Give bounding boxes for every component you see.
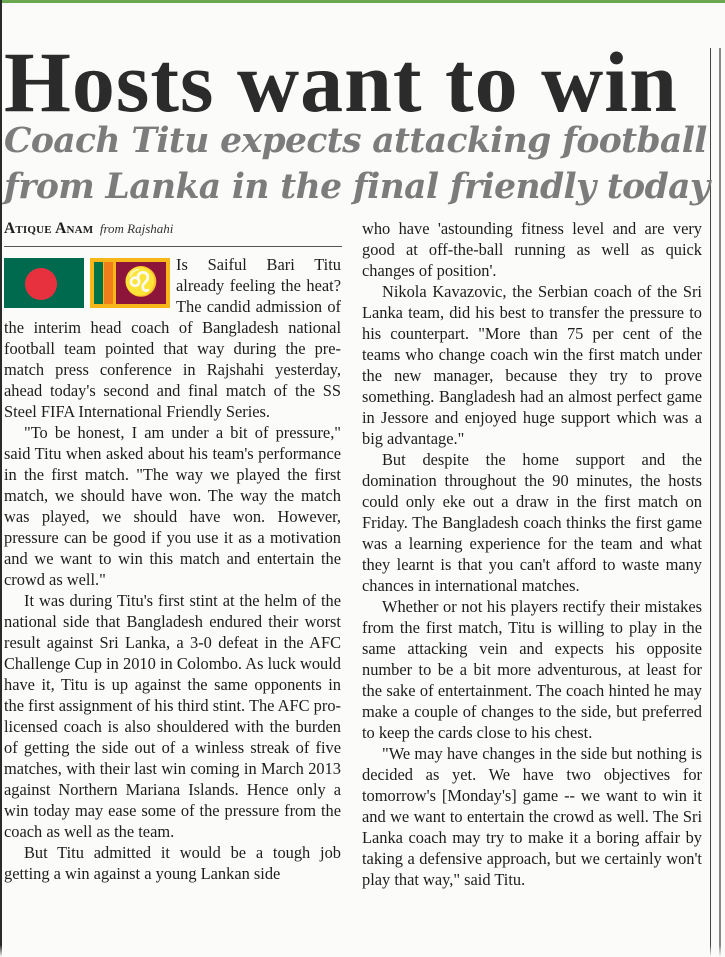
byline-author: Atique Anam [4, 220, 94, 237]
paragraph: Is Saiful Bari Titu already feeling the heat? The candid admission of the interim head coach of Bangladesh national football team pointed that way during the pre-match press conference in Rajshahi yesterday, ahead today's second and final match of the SS Steel FIFA International Friendly Series. [4, 255, 341, 421]
flags-image [4, 256, 170, 310]
paragraph: "To be honest, I am under a bit of pressure," said Titu when asked about his team's performance in the first match. "The way we played the first match, we should have won. The way the match was played, we should have won. However, pressure can be good if you use it as a motivation and we want to win this match and entertain the crowd as well." [4, 423, 341, 589]
byline-location: from Rajshahi [99, 221, 174, 236]
article-column-1 [4, 254, 341, 884]
paragraph: But despite the home support and the domination throughout the 90 minutes, the hosts could only eke out a draw in the first match on Friday. The Bangladesh coach thinks the first game was a learning experience for the team and what they learnt is that you can't afford to waste many chances in international matches. [362, 450, 702, 595]
paragraph: who have 'astounding fitness level and are very good at off-the-ball running as well as quick changes of position'. [362, 219, 702, 280]
bottom-crop-fade [0, 945, 725, 957]
paragraph: Whether or not his players rectify their mistakes from the first match, Titu is willing to play in the same attacking vein and expects his opposite number to be a bit more adventurous, at least for the sake of entertainment. The coach hinted he may make a couple of changes to the side, but preferred to keep the cards close to his chest. [362, 597, 702, 742]
headline: Hosts want to win [4, 34, 679, 130]
paragraph: But Titu admitted it would be a tough job getting a win against a young Lankan side [4, 843, 341, 883]
article-column-2 [362, 218, 702, 890]
sri-lanka-flag-icon [90, 258, 170, 308]
top-rule [0, 0, 725, 3]
paragraph: It was during Titu's first stint at the helm of the national side that Bangladesh endured their worst result against Sri Lanka, a 3-0 defeat in the AFC Challenge Cup in 2010 in Colombo. As luck would have it, Titu is up against the same opponents in the first assignment of his third stint. The AFC pro-licensed coach is also shouldered with the burden of getting the side out of a winless streak of five matches, with their last win coming in March 2013 against Northern Mariana Islands. Hence only a win today may ease some of the pressure from the coach as well as the team. [4, 591, 341, 841]
byline-rule [4, 246, 342, 247]
bangladesh-flag-icon [4, 258, 84, 308]
subhead: Coach Titu expects attacking football from Lanka in the final friendly today [4, 121, 710, 207]
byline [4, 219, 173, 240]
lion-icon: ♌ [123, 267, 159, 298]
paragraph: "We may have changes in the side but nothing is decided as yet. We have two objectives for tomorrow's [Monday's] game -- we want to win it and we want to entertain the crowd as well. The Sri Lanka coach may try to make it a boring affair by taking a defensive approach, but we certainly won't play that way," said Titu. [362, 744, 702, 889]
left-page-edge [0, 0, 2, 957]
paragraph: Nikola Kavazovic, the Serbian coach of the Sri Lanka team, did his best to transfer the pressure to his counterpart. "More than 75 per cent of the teams who change coach win the first match under the new manager, because they try to prove something. Bangladesh had an almost perfect game in Jessore and enjoyed huge support which was a big advantage." [362, 282, 702, 448]
right-page-edge [719, 48, 721, 957]
